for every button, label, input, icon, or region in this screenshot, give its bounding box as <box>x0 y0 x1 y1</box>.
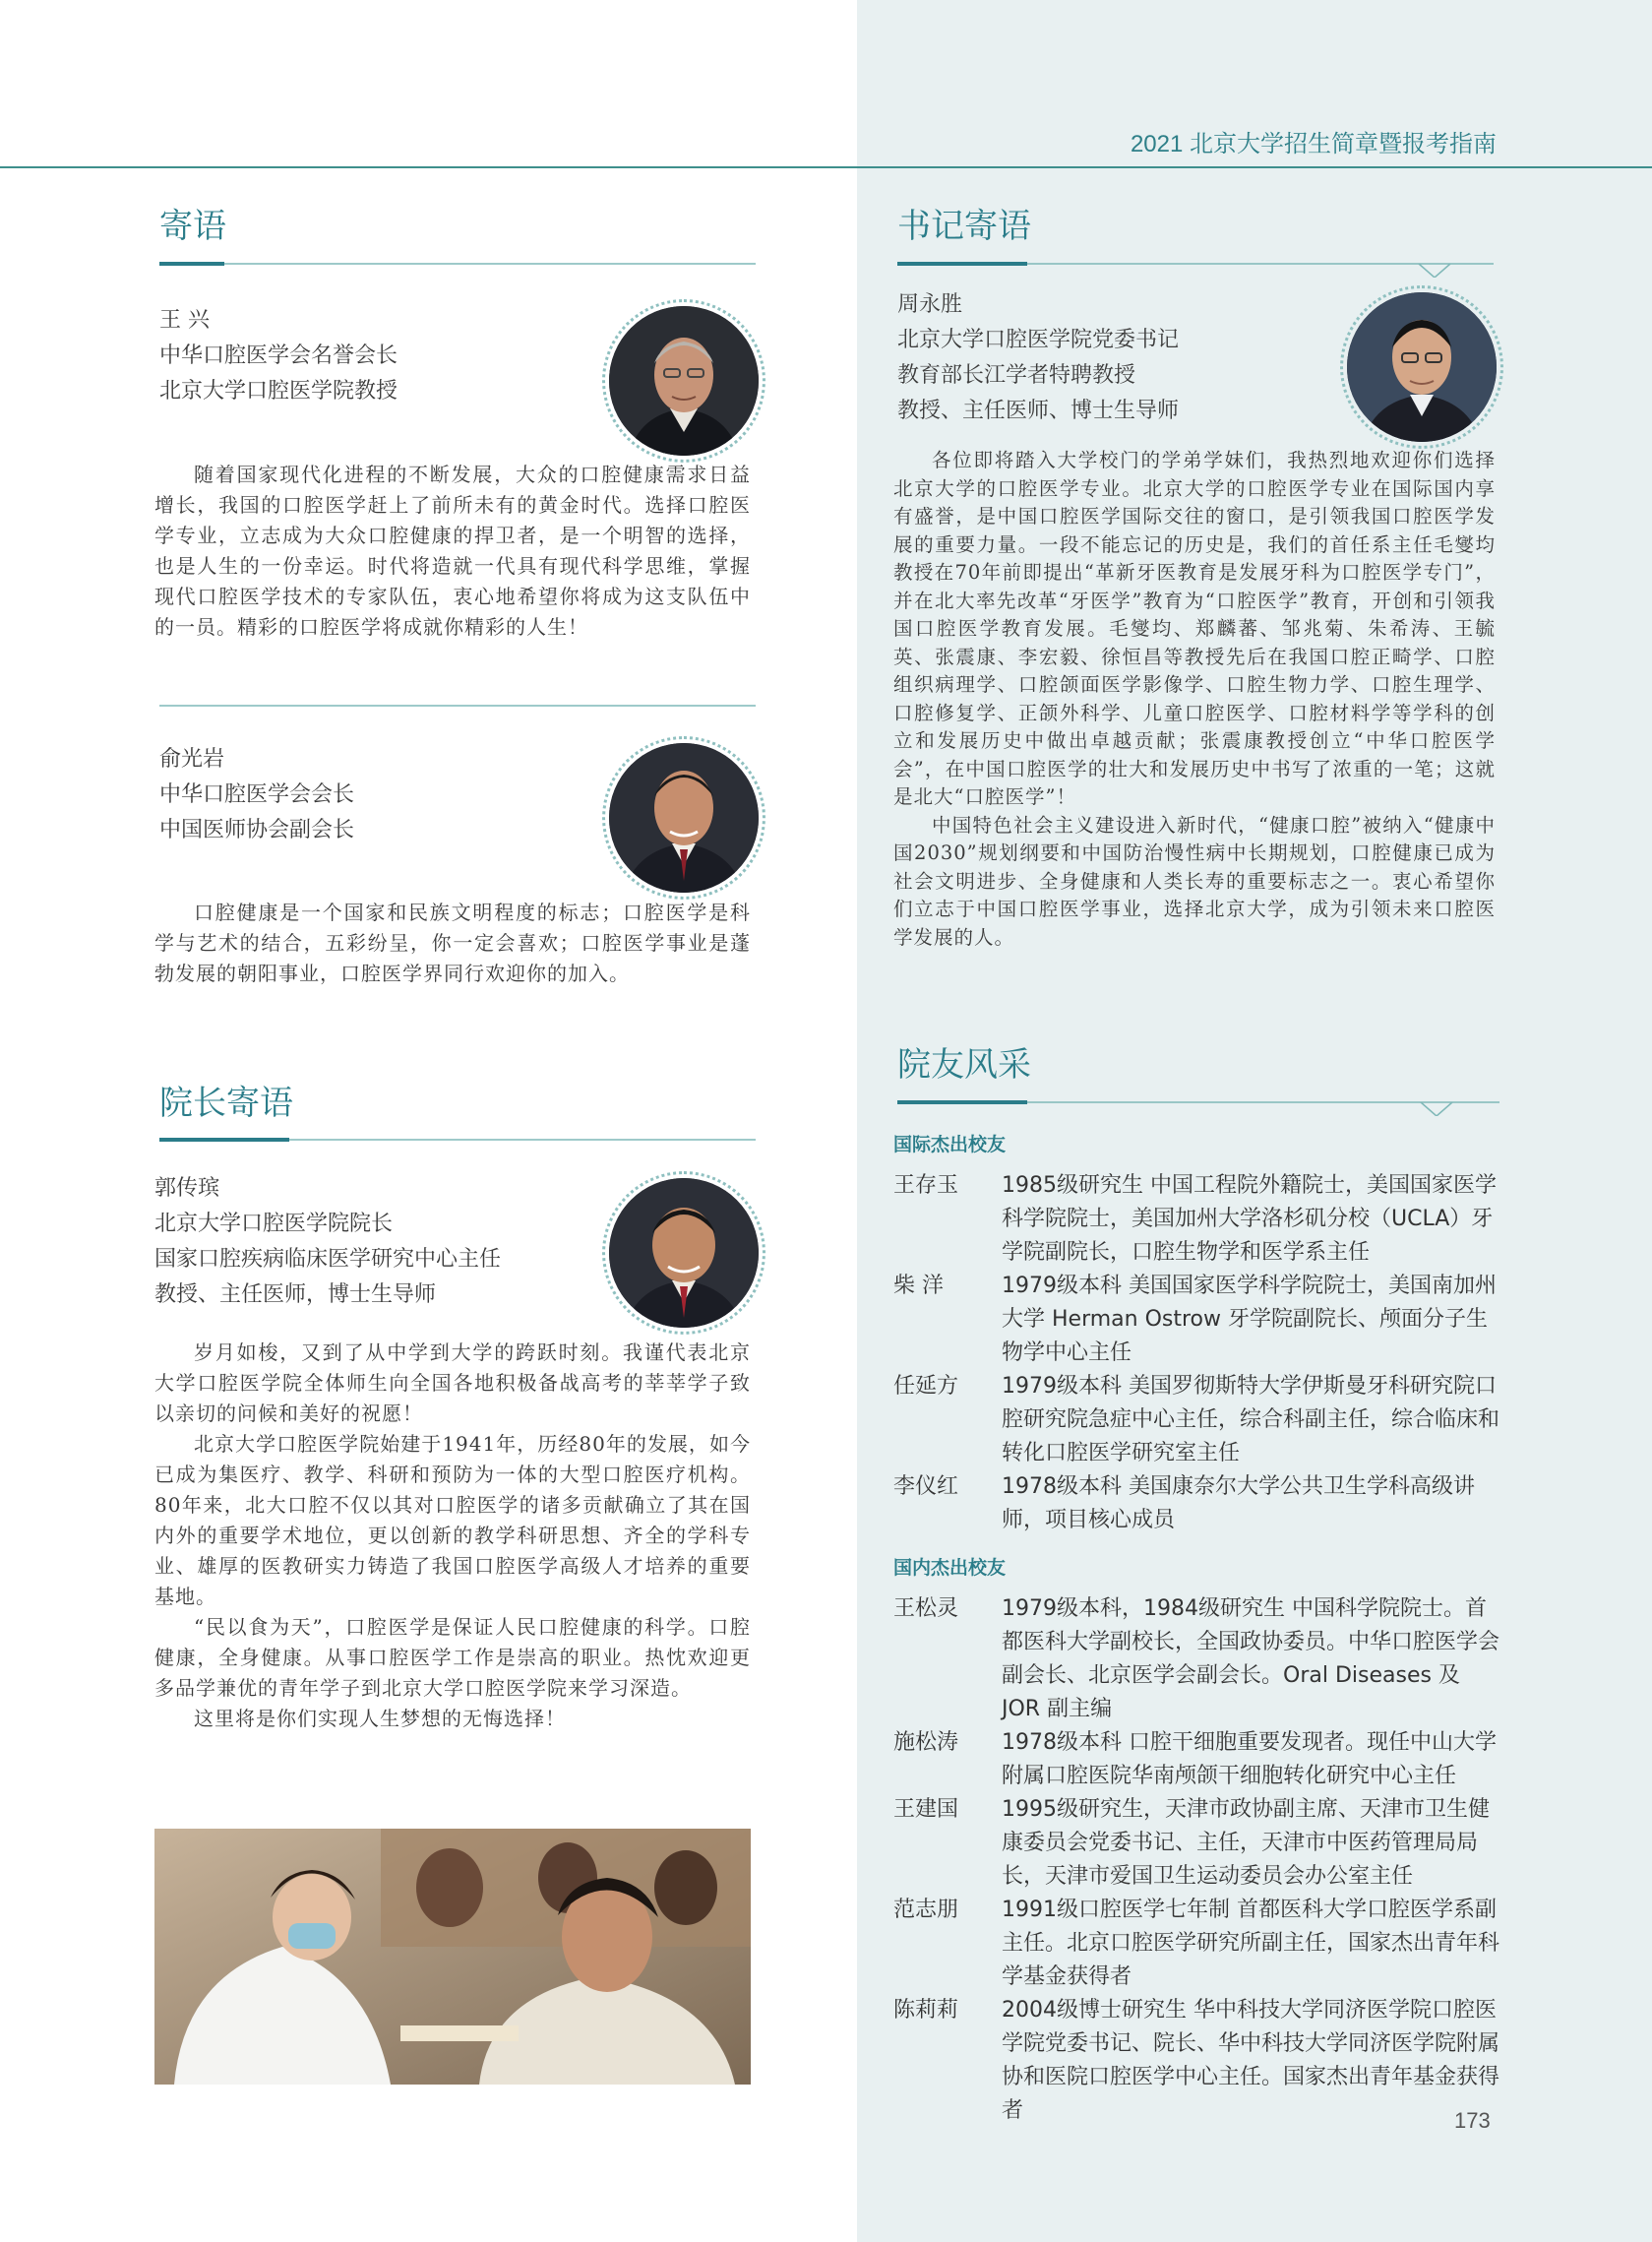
section-title-dean: 院长寄语 <box>159 1084 293 1123</box>
alumni-name: 王松灵 <box>893 1596 959 1621</box>
person-title: 教授、主任医师，博士生导师 <box>154 1282 437 1307</box>
person-title: 北京大学口腔医学院院长 <box>154 1212 394 1236</box>
alumni-desc: 1991级口腔医学七年制 首都医科大学口腔医学系副主任。北京口腔医学研究所副主任，国家杰出青年科学基金获得者 <box>1002 1898 1500 1989</box>
person-title: 国家口腔疾病临床医学研究中心主任 <box>154 1247 502 1272</box>
message-zhou-yongsheng: 各位即将踏入大学校门的学弟学妹们，我热烈地欢迎你们选择北京大学的口腔医学专业。北京大学的口腔医学专业在国际国内享有盛誉，是中国口腔医学国际交往的窗口，是引领我国口腔医学发展的重要力量。一段不能忘记的历史是，我们的首任系主任毛燮均教授在70年前即提出“革新牙医教育是发展牙科为口腔医学专门”，并在北大率先改革“牙医学”教育为“口腔医学”教育，开创和引领我国口腔医学教育发展。毛燮均、郑麟蕃、邹兆菊、朱希涛、王毓英、张震康、李宏毅、徐恒昌等教授先后在我国口腔正畸学、口腔组织病理学、口腔颌面医学影像学、口腔生物力学、口腔生理学、口腔修复学、正颌外科学、儿童口腔医学、口腔材料学等学科的创立和发展历史中做出卓越贡献；张震康教授创立“中华口腔医学会”，在中国口腔医学的壮大和发展历史中书写了浓重的一笔；这就是北大“口腔医学”！ 中国特色社会主义建设进入新时代，“健康口腔”被纳入“健康中国2030”规划纲要和中国防治慢性病中长期规划，口腔健康已成为社会文明进步、全身健康和人类长寿的重要标志之一。衷心希望你们立志于中国口腔医学事业，选择北京大学，成为引领未来口腔医学发展的人。 <box>893 449 1496 949</box>
person-name: 周永胜 <box>897 292 963 317</box>
person-name: 郭传瑸 <box>154 1176 220 1201</box>
section-divider <box>159 1130 756 1153</box>
person-title: 北京大学口腔医学院党委书记 <box>897 328 1180 352</box>
person-name: 王 兴 <box>159 308 210 333</box>
alumni-name: 王存玉 <box>893 1173 959 1198</box>
alumni-item <box>893 1592 1503 1726</box>
alumni-name: 陈莉莉 <box>893 1998 959 2023</box>
section-title-alumni: 院友风采 <box>897 1045 1031 1085</box>
person-title: 教育部长江学者特聘教授 <box>897 363 1136 388</box>
alumni-name: 任延方 <box>893 1374 959 1399</box>
page-number: 173 <box>1454 2108 1491 2133</box>
alumni-desc: 1985级研究生 中国工程院外籍院士，美国国家医学科学院院士，美国加州大学洛杉矶分校（UCLA）牙学院副院长，口腔生物学和医学系主任 <box>1002 1173 1497 1265</box>
alumni-category-domestic: 国内杰出校友 <box>893 1557 1007 1579</box>
section-title-secretary: 书记寄语 <box>897 207 1031 246</box>
alumni-desc: 1978级本科 美国康奈尔大学公共卫生学科高级讲师，项目核心成员 <box>1002 1474 1475 1532</box>
message-guo-chuanbin: 岁月如梭，又到了从中学到大学的跨跃时刻。我谨代表北京大学口腔医学院全体师生向全国各地积极备战高考的莘莘学子致以亲切的问候和美好的祝愿！ 北京大学口腔医学院始建于1941年，历经80年的发展，如今已成为集医疗、教学、科研和预防为一体的大型口腔医疗机构。80年来，北大口腔不仅以其对口腔医学的诸多贡献确立了其在国内外的重要学术地位，更以创新的教学科研思想、齐全的学科专业、雄厚的医教研实力铸造了我国口腔医学高级人才培养的重要基地。 “民以食为天”，口腔医学是保证人民口腔健康的科学。口腔健康，全身健康。从事口腔医学工作是崇高的职业。热忱欢迎更多品学兼优的青年学子到北京大学口腔医学院来学习深造。 这里将是你们实现人生梦想的无悔选择！ <box>154 1340 751 1730</box>
alumni-item <box>893 1793 1503 1894</box>
section-divider <box>897 254 1494 278</box>
alumni-name: 施松涛 <box>893 1730 959 1755</box>
alumni-desc: 1978级本科 口腔干细胞重要发现者。现任中山大学附属口腔医院华南颅颌干细胞转化研究中心主任 <box>1002 1730 1497 1788</box>
message-wang-xing: 随着国家现代化进程的不断发展，大众的口腔健康需求日益增长，我国的口腔医学赶上了前所未有的黄金时代。选择口腔医学专业，立志成为大众口腔健康的捍卫者，是一个明智的选择，也是人生的一份幸运。时代将造就一代具有现代科学思维，掌握现代口腔医学技术的专家队伍，衷心地希望你将成为这支队伍中的一员。精彩的口腔医学将成就你精彩的人生！ <box>154 463 751 639</box>
portrait-guo-chuanbin <box>602 1171 765 1335</box>
person-title: 中华口腔医学会会长 <box>159 782 355 807</box>
alumni-desc: 2004级博士研究生 华中科技大学同济医学院口腔医学院党委书记、院长、华中科技大学同济医学院附属协和医院口腔医学中心主任。国家杰出青年基金获得者 <box>1002 1998 1500 2123</box>
alumni-item <box>893 1370 1503 1470</box>
alumni-item <box>893 1726 1503 1793</box>
section-title-jiyu: 寄语 <box>159 207 226 246</box>
portrait-zhou-yongsheng <box>1340 285 1503 449</box>
person-guo-chuanbin <box>154 1171 501 1313</box>
section-divider <box>897 1092 1499 1116</box>
page-header-title: 2021 北京大学招生简章暨报考指南 <box>1130 131 1497 157</box>
section-divider <box>159 254 756 278</box>
alumni-item <box>893 1470 1503 1537</box>
alumni-list <box>893 1128 1503 2128</box>
person-title: 中华口腔医学会名誉会长 <box>159 343 398 368</box>
person-wang-xing <box>159 303 398 409</box>
portrait-yu-guangyan <box>602 736 765 900</box>
message-yu-guangyan: 口腔健康是一个国家和民族文明程度的标志；口腔医学是科学与艺术的结合，五彩纷呈，你一定会喜欢；口腔医学事业是蓬勃发展的朝阳事业，口腔医学界同行欢迎你的加入。 <box>154 901 751 985</box>
alumni-name: 柴 洋 <box>893 1274 944 1298</box>
alumni-item <box>893 1270 1503 1370</box>
alumni-name: 范志朋 <box>893 1898 959 1922</box>
alumni-desc: 1979级本科 美国国家医学科学院院士，美国南加州大学 Herman Ostrow 牙学院副院长、颅面分子生物学中心主任 <box>1002 1274 1497 1365</box>
alumni-name: 李仪红 <box>893 1474 959 1499</box>
portrait-wang-xing <box>602 299 765 463</box>
person-yu-guangyan <box>159 742 354 848</box>
section-divider <box>159 696 756 719</box>
alumni-desc: 1979级本科 美国罗彻斯特大学伊斯曼牙科研究院口腔研究院急症中心主任，综合科副主任，综合临床和转化口腔医学研究室主任 <box>1002 1374 1500 1465</box>
alumni-desc: 1995级研究生，天津市政协副主席、天津市卫生健康委员会党委书记、主任，天津市中医药管理局局长，天津市爱国卫生运动委员会办公室主任 <box>1002 1797 1490 1889</box>
header-rule <box>0 166 1652 168</box>
alumni-item <box>893 1894 1503 1994</box>
person-title: 教授、主任医师、博士生导师 <box>897 399 1180 423</box>
alumni-category-international: 国际杰出校友 <box>893 1134 1007 1155</box>
person-title: 北京大学口腔医学院教授 <box>159 379 398 404</box>
person-title: 中国医师协会副会长 <box>159 818 355 842</box>
alumni-desc: 1979级本科，1984级研究生 中国科学院院士。首都医科大学副校长，全国政协委员。中华口腔医学会副会长、北京医学会副会长。Oral Diseases 及 JOR 副主编 <box>1002 1596 1500 1721</box>
person-name: 俞光岩 <box>159 747 225 772</box>
alumni-item <box>893 1994 1503 2128</box>
alumni-item <box>893 1169 1503 1270</box>
clinic-photo <box>154 1829 751 2085</box>
person-zhou-yongsheng <box>897 287 1179 429</box>
alumni-name: 王建国 <box>893 1797 959 1822</box>
